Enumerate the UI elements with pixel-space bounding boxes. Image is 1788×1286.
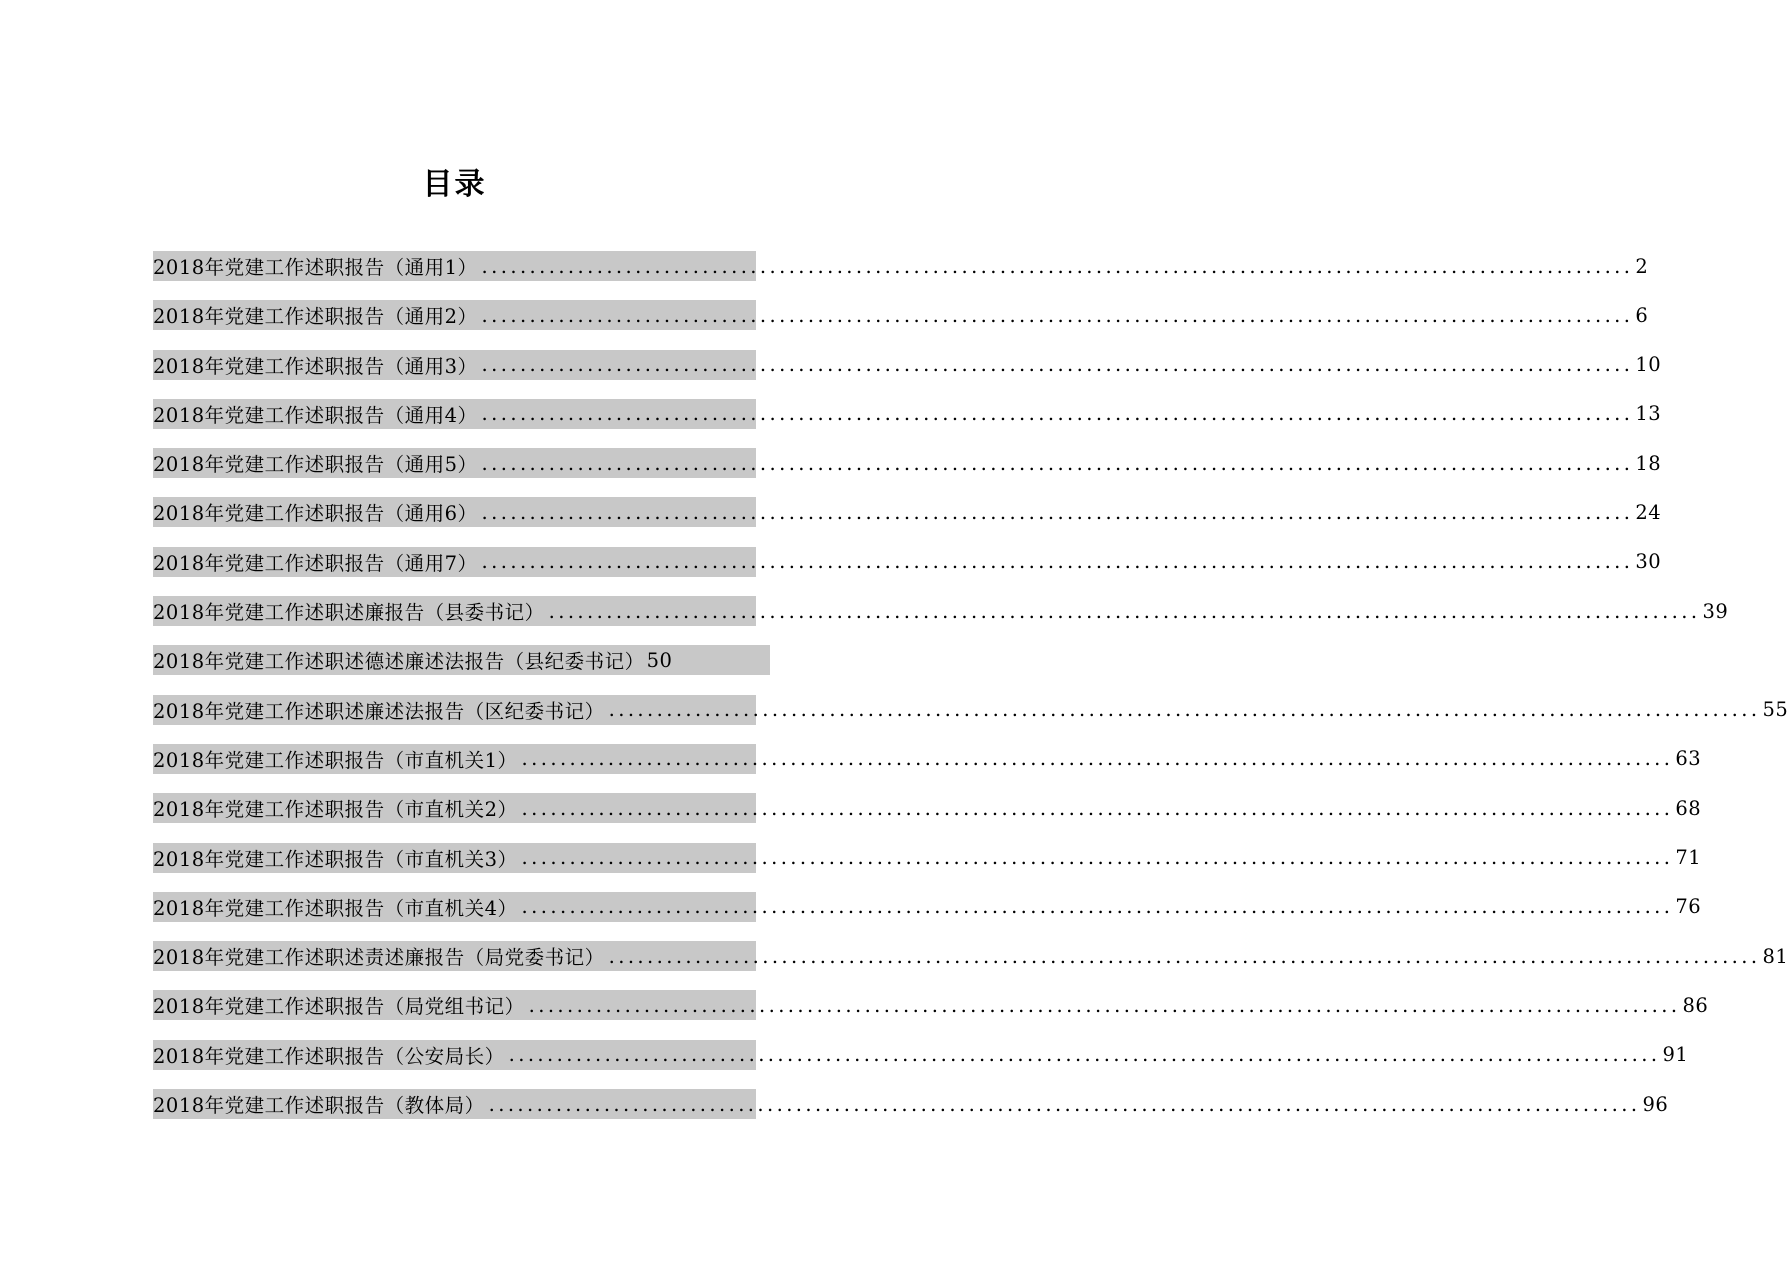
- toc-entry-title: 2018年党建工作述职报告（公安局长）: [153, 1044, 505, 1068]
- toc-entry-title: 2018年党建工作述职报告（通用5）: [153, 453, 478, 477]
- toc-entry[interactable]: [153, 744, 1702, 774]
- toc-leader: ........................................................................................................................: [481, 451, 1634, 475]
- toc-entry[interactable]: [153, 547, 1662, 577]
- toc-entry-title: 2018年党建工作述职报告（教体局）: [153, 1094, 485, 1118]
- toc-entry-page: 68: [1675, 796, 1702, 820]
- toc-entry-page: 96: [1642, 1092, 1669, 1116]
- toc-entry[interactable]: [153, 645, 770, 675]
- toc-entry-title: 2018年党建工作述职报告（市直机关4）: [153, 896, 518, 920]
- toc-leader: ........................................................................................................................: [481, 353, 1634, 377]
- toc-entry-page: 50: [646, 648, 673, 672]
- toc-leader: ........................................................................................................................: [481, 500, 1634, 524]
- toc-leader: ........................................................................................................................: [608, 698, 1761, 722]
- toc-entry[interactable]: [153, 399, 1662, 429]
- toc-entry[interactable]: [153, 448, 1662, 478]
- toc-entry[interactable]: [153, 300, 1649, 330]
- toc-entry-page: 10: [1635, 353, 1662, 377]
- toc-entry[interactable]: [153, 497, 1662, 527]
- toc-leader: ........................................................................................................................: [521, 895, 1674, 919]
- toc-entry[interactable]: [153, 892, 1702, 922]
- toc-entry-title: 2018年党建工作述职报告（通用1）: [153, 256, 478, 279]
- toc-entry-page: 2: [1635, 254, 1649, 278]
- toc-entry[interactable]: [153, 251, 1649, 281]
- toc-leader: ........................................................................................................................: [521, 846, 1674, 870]
- toc-entry-title: 2018年党建工作述职报告（市直机关2）: [153, 798, 518, 822]
- toc-entry[interactable]: [153, 1089, 1669, 1119]
- toc-entry-page: 71: [1675, 846, 1702, 870]
- toc-entry-page: 39: [1702, 599, 1729, 623]
- toc-entry-page: 81: [1762, 944, 1788, 968]
- toc-leader: ........................................................................................................................: [508, 1043, 1661, 1067]
- toc-leader: ........................................................................................................................: [481, 303, 1634, 327]
- toc-entry-page: 63: [1675, 747, 1702, 771]
- toc-entry-title: 2018年党建工作述职报告（市直机关3）: [153, 847, 518, 871]
- toc-entry-title: 2018年党建工作述职报告（通用4）: [153, 403, 478, 427]
- toc-entry[interactable]: [153, 793, 1702, 823]
- page-title: 目录: [422, 167, 487, 202]
- toc-entry-page: 6: [1635, 303, 1649, 327]
- toc-entry-title: 2018年党建工作述职述廉述法报告（区纪委书记）: [153, 699, 605, 723]
- toc-entry-page: 18: [1635, 451, 1662, 475]
- toc-leader: ........................................................................................................................: [481, 402, 1634, 426]
- toc-leader: ........................................................................................................................: [528, 993, 1681, 1017]
- toc-entry-title: 2018年党建工作述职报告（市直机关1）: [153, 748, 518, 772]
- toc-entry-title: 2018年党建工作述职报告（通用3）: [153, 354, 478, 378]
- toc-leader: ........................................................................................................................: [481, 550, 1634, 574]
- toc-leader: ........................................................................................................................: [521, 747, 1674, 771]
- toc-entry-page: 91: [1662, 1043, 1689, 1067]
- toc-leader: ........................................................................................................................: [488, 1092, 1641, 1116]
- toc-entry-page: 86: [1682, 993, 1709, 1017]
- toc-entry-title: 2018年党建工作述职报告（通用2）: [153, 305, 478, 329]
- toc-entry-page: 76: [1675, 895, 1702, 919]
- toc-leader: ........................................................................................................................: [521, 796, 1674, 820]
- toc-leader: ........................................................................................................................: [548, 599, 1701, 623]
- toc-entry-page: 24: [1635, 500, 1662, 524]
- toc-entry[interactable]: [153, 1040, 1689, 1070]
- toc-entry[interactable]: [153, 990, 1709, 1020]
- toc-entry[interactable]: [153, 350, 1662, 380]
- toc-entry-page: 55: [1762, 698, 1788, 722]
- toc-entry[interactable]: [153, 941, 1788, 971]
- table-of-contents: [153, 251, 1788, 1138]
- toc-entry-title: 2018年党建工作述职报告（通用6）: [153, 502, 478, 526]
- toc-leader: ........................................................................................................................: [481, 254, 1634, 278]
- toc-entry[interactable]: [153, 596, 1729, 626]
- toc-entry-title: 2018年党建工作述职报告（局党组书记）: [153, 995, 525, 1019]
- toc-entry-title: 2018年党建工作述职述责述廉报告（局党委书记）: [153, 946, 605, 970]
- toc-entry[interactable]: [153, 695, 1788, 725]
- toc-entry-page: 30: [1635, 550, 1662, 574]
- toc-leader: ........................................................................................................................: [608, 944, 1761, 968]
- toc-entry-title: 2018年党建工作述职述廉报告（县委书记）: [153, 601, 545, 625]
- toc-entry[interactable]: [153, 843, 1702, 873]
- toc-entry-title: 2018年党建工作述职报告（通用7）: [153, 551, 478, 575]
- toc-entry-page: 13: [1635, 402, 1662, 426]
- toc-entry-title: 2018年党建工作述职述德述廉述法报告（县纪委书记）: [153, 650, 645, 674]
